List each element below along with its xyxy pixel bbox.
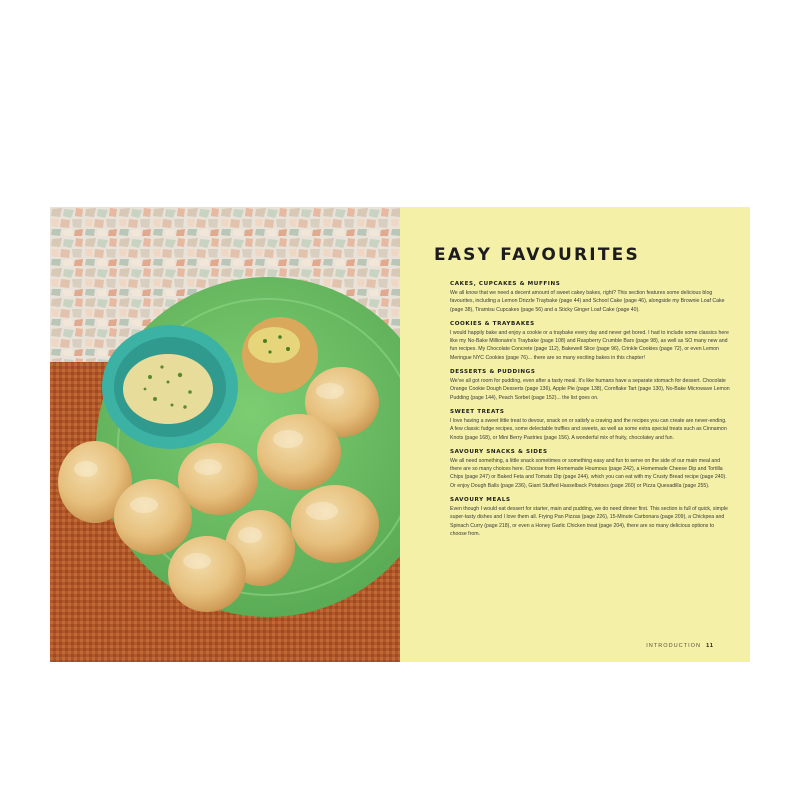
section-desserts bbox=[450, 369, 730, 402]
section-cookies bbox=[450, 321, 730, 362]
page-footer bbox=[646, 643, 714, 649]
footer-label: INTRODUCTION bbox=[646, 643, 702, 649]
section-heading: DESSERTS & PUDDINGS bbox=[450, 369, 536, 376]
section-body: I love having a sweet little treat to devour, snack on or satisfy a craving and the recipes you can create are never-ending. A few classic fudge recipes, some delectable truffles and sweets, as well as some extra special treats such as Cinnamon Knots (page 168), or Mini Berry Pastries (page 156). A wonderful mix of fruity, chocolatey and fun. bbox=[450, 417, 727, 441]
section-body: I would happily bake and enjoy a cookie or a traybake every day and never get bored. I had to include some classics here like my No-Bake Millionaire's Traybake (page 108) and Raspberry Crumble Bars (page 98), as well as SO many new and fun recipes. My Chocolate Concrete (page 112), Bakewell Slice (page 96), Crinkle Cookies (page 72), or even Lemon Meringue NYC Cookies (page 76)... there are so many exciting bakes in this chapter! bbox=[450, 329, 729, 361]
section-body: We all know that we need a decent amount of sweet cakey bakes, right? This section features some delicious blog favourites, including a Lemon Drizzle Traybake (page 44) and School Cake (page 46), alongside my Brownie Loaf Cake (page 38), Tiramisu Cupcakes (page 56) and a Sticky Ginger Loaf Cake (page 40). bbox=[450, 290, 725, 313]
section-heading: SAVOURY SNACKS & SIDES bbox=[450, 448, 548, 455]
section-savoury-meals bbox=[450, 497, 730, 538]
section-savoury-snacks bbox=[450, 449, 730, 490]
section-body: We all need something, a little snack sometimes or something easy and fun to serve on the side of our main meal and there are so many choices here. Choose from Homemade Houmous (page 242), a Homemade Cheese Dip and Tortilla Chips (page 247) or Baked Feta and Tomato Dip (page 244), which you can eat with my Crusty Bread recipe (page 240). Or enjoy Dough Balls (page 236), Giant Stuffed Hasselback Potatoes (page 260) or Pizza Quesadilla (page 255). bbox=[450, 457, 727, 489]
section-body: We've all got room for pudding, even after a tasty meal. It's like humans have a separate stomach for dessert. Chocolate Orange Cookie Dough Desserts (page 136), Apple Pie (page 138), Cornflake Tart (page 130), No-Bake Microwave Lemon Pudding (page 144), Peach Sorbet (page 152)... the list goes on. bbox=[450, 378, 730, 401]
page-title: EASY FAVOURITES bbox=[434, 245, 640, 265]
section-heading: COOKIES & TRAYBAKES bbox=[450, 320, 535, 327]
text-page bbox=[400, 207, 750, 662]
section-list bbox=[450, 281, 730, 545]
section-heading: CAKES, CUPCAKES & MUFFINS bbox=[450, 281, 561, 287]
section-heading: SWEET TREATS bbox=[450, 408, 505, 415]
book-spread bbox=[50, 207, 750, 662]
section-cakes bbox=[450, 281, 730, 314]
section-sweet-treats bbox=[450, 409, 730, 442]
buttered-bun bbox=[242, 317, 318, 393]
food-photo bbox=[50, 207, 400, 662]
section-heading: SAVOURY MEALS bbox=[450, 497, 511, 504]
herb-butter bbox=[123, 354, 213, 424]
page-number: 11 bbox=[706, 643, 714, 649]
section-body: Even though I would eat dessert for starter, main and pudding, we do need dinner first. This section is full of quick, simple super-tasty dishes and I love them all. Frying Pan Pizzas (page 226), 15-Minute Carbonara (page 209), a Chickpea and Spinach Curry (page 218), or even a Honey Garlic Chicken treat (page 204), there are so many delicious options to choose from. bbox=[450, 506, 728, 537]
